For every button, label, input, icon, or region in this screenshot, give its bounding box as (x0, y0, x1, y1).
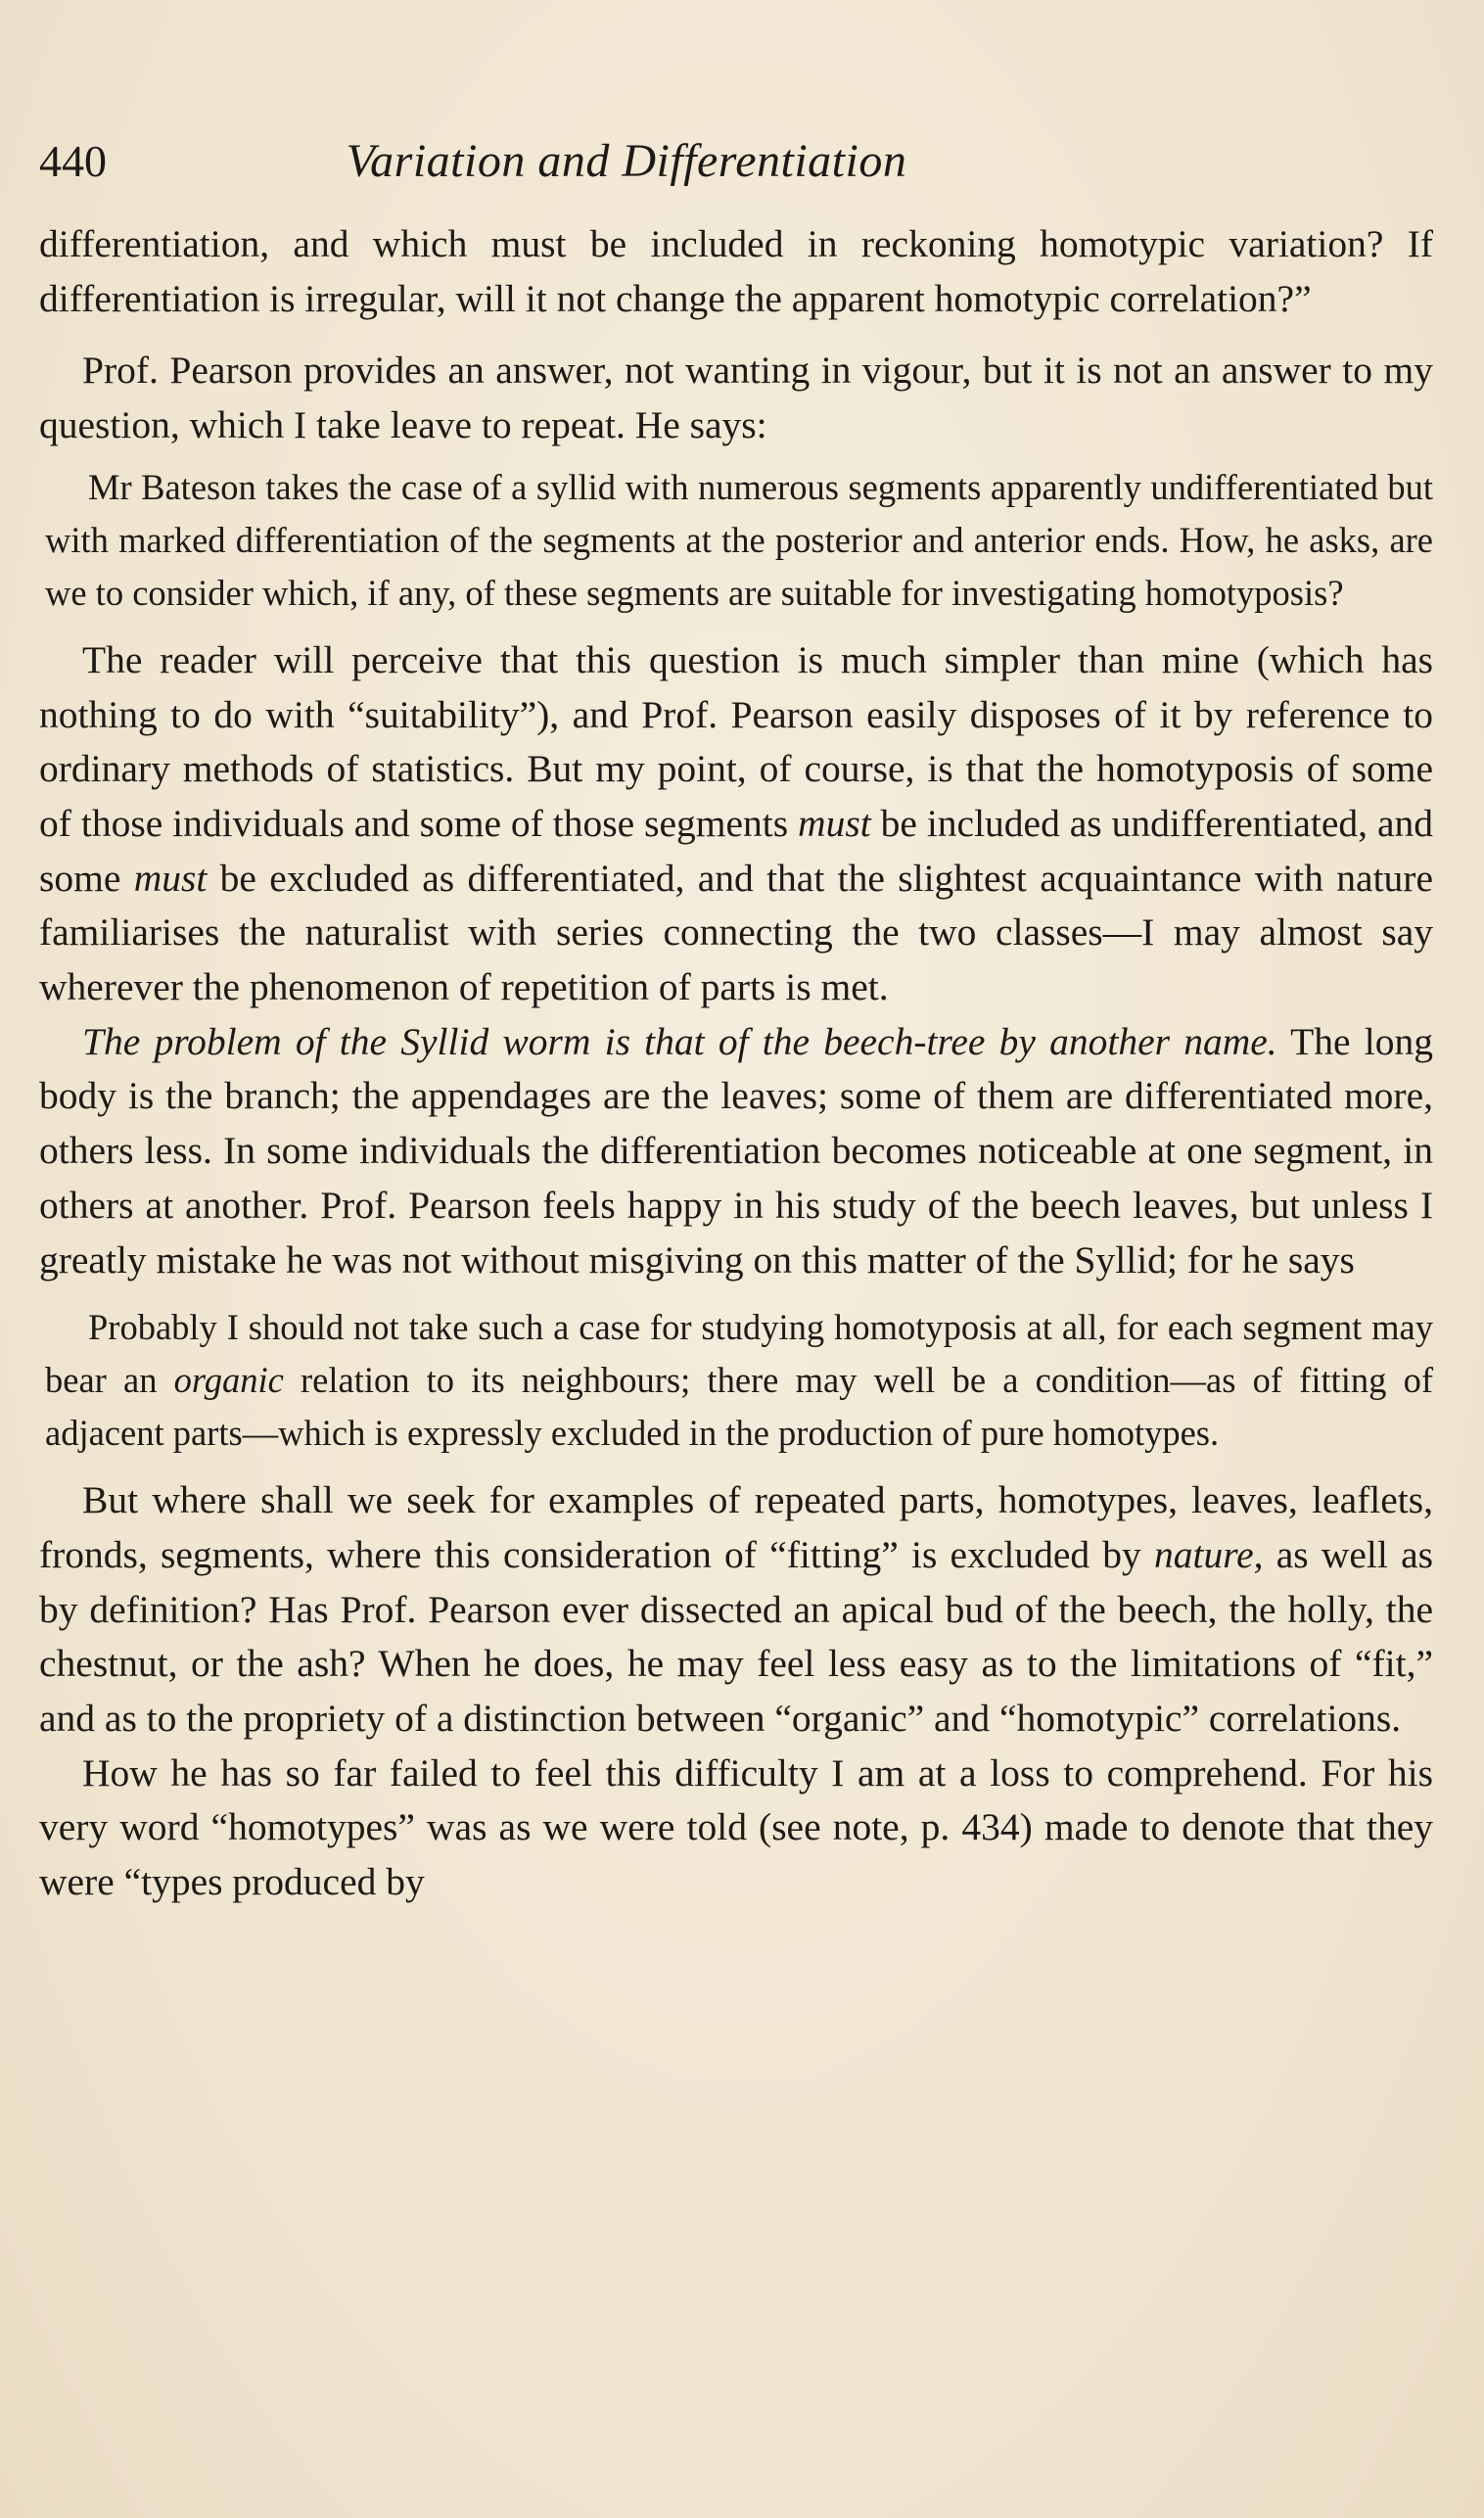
paragraph-text: be excluded as differentiated, and that the slightest acquaintance with nature familiarises the naturalist with series connecting the two classes—I may almost say wherever the phenomenon of repetition of parts is met. (39, 856, 1433, 1009)
block-quote-organic (39, 1301, 1433, 1460)
running-title: Variation and Differentiation (346, 135, 907, 187)
page-header (39, 127, 1449, 196)
paragraph-reader-perceive (39, 633, 1433, 1015)
page-number: 440 (39, 136, 107, 186)
paragraph-syllid-problem (39, 1015, 1433, 1288)
quote-text: relation to its neighbours; there may well be a condition—as of fitting of adjacent parts—which is expressly excluded in the production of pure homotypes. (45, 1360, 1433, 1454)
paragraph-text: as well as by definition? Has Prof. Pearson ever dissected an apical bud of the beech, the holly, the chestnut, or the ash? When he does, he may feel less easy as to the limitations of “fit,” and as to the propriety of a distinction between “organic” and “homotypic” correlations. (39, 1532, 1433, 1741)
paragraph-text: The long body is the branch; the appendages are the leaves; some of them are differentiated more, others less. In some individuals the differentiation becomes noticeable at one segment, in others at another. Prof. Pearson feels happy in his study of the beech leaves, but unless I greatly mistake he was not without misgiving on this matter of the Syllid; for he says (39, 1019, 1433, 1282)
paragraph-repeated-parts (39, 1473, 1433, 1747)
block-quote-syllid: Mr Bateson takes the case of a syllid with numerous segments apparently undifferentiated but with marked differentiation of the segments at the posterior and anterior ends. How, he asks, are we to consider which, if any, of these segments are suitable for investigating homotyposis? (45, 466, 1433, 613)
paragraph-difficulty: How he has so far failed to feel this difficulty I am at a loss to comprehend. For his very word “homotypes” was as we were told (see note, p. 434) made to denote that they were “types produced by (39, 1750, 1433, 1904)
emphasis-nature: nature, (1154, 1532, 1264, 1576)
emphasis-must: must (798, 801, 871, 845)
paragraph-pearson-answer: Prof. Pearson provides an answer, not wanting in vigour, but it is not an answer to my question, which I take leave to repeat. He says: (39, 349, 1433, 447)
emphasis-organic: organic (173, 1360, 284, 1401)
emphasis-must: must (133, 856, 208, 900)
quote-text: Probably I should not take such a case for studying homotyposis at all, for each segment may bear an (45, 1307, 1433, 1401)
paragraph-continued: differentiation, and which must be included in reckoning homotypic variation? If differentiation is irregular, will it not change the apparent homotypic correlation?” (39, 222, 1433, 320)
paragraph-text: be included as undifferentiated, and some (39, 801, 1433, 900)
page-body (39, 217, 1433, 1922)
paragraph-text: The reader will perceive that this question is much simpler than mine (which has nothing to do with “suitability”), and Prof. Pearson easily disposes of it by reference to ordinary methods of statistics. But my point, of course, is that the homotyposis of some of those individuals and some of those segments (39, 637, 1433, 845)
paragraph-text: But where shall we seek for examples of repeated parts, homotypes, leaves, leaflets, fronds, segments, where this consideration of “fitting” is excluded by (39, 1478, 1433, 1576)
emphasis-syllid-sentence: The problem of the Syllid worm is that of the beech-tree by another name. (82, 1019, 1277, 1063)
